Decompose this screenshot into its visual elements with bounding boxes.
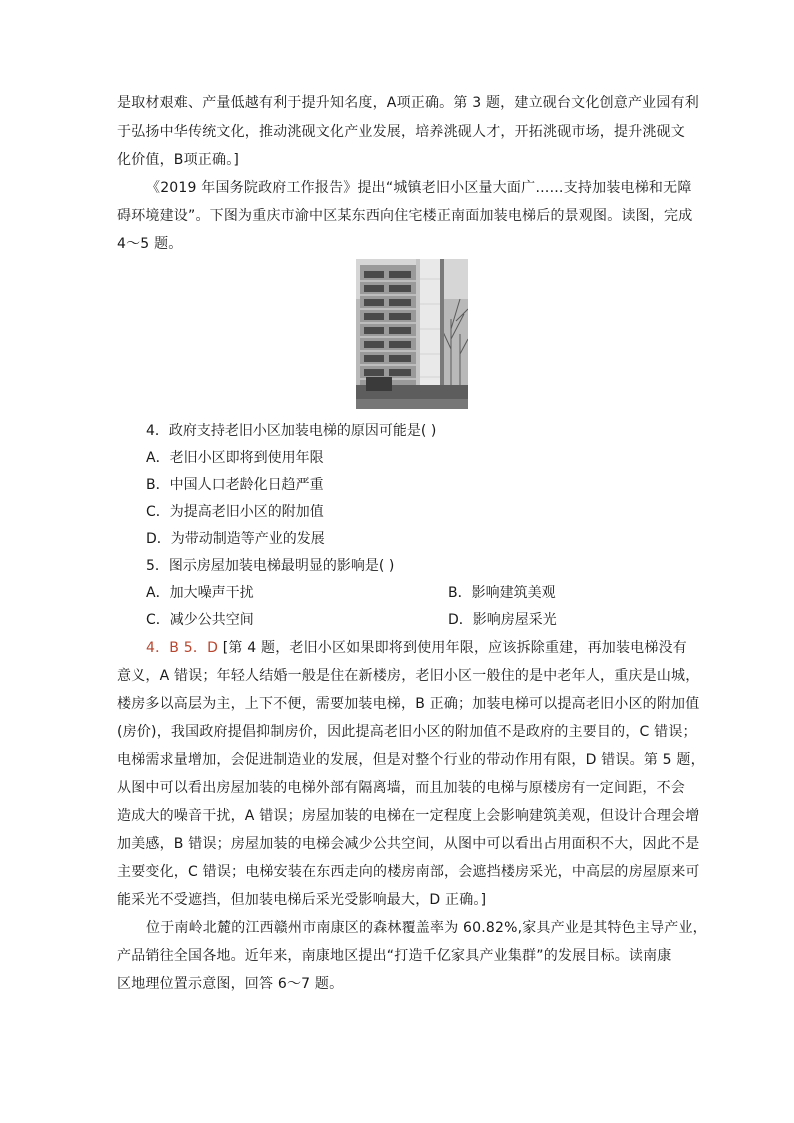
answer-line: 造成大的噪音干扰，A 错误；房屋加装的电梯在一定程度上会影响建筑美观，但设计合理会增 bbox=[117, 808, 700, 824]
question-5-option-d: D．影响房屋采光 bbox=[448, 612, 557, 628]
question-4-option-a: A．老旧小区即将到使用年限 bbox=[146, 450, 324, 466]
building-elevator-photo bbox=[356, 259, 468, 409]
answer-line: 楼房多以高层为主，上下不便，需要加装电梯，B 正确；加装电梯可以提高老旧小区的附加值 bbox=[117, 696, 700, 712]
passage-line: 区地理位置示意图，回答 6～7 题。 bbox=[117, 976, 344, 992]
question-4-option-b: B．中国人口老龄化日趋严重 bbox=[146, 477, 324, 493]
answer-line: 能采光不受遮挡，但加装电梯后采光受影响最大，D 正确。] bbox=[117, 892, 487, 908]
answer-first-line bbox=[146, 638, 686, 658]
answer-line: 意义，A 错误；年轻人结婚一般是住在新楼房，老旧小区一般住的是中老年人，重庆是山城， bbox=[117, 668, 700, 684]
passage-line: 产品销往全国各地。近年来，南康地区提出“打造千亿家具产业集群”的发展目标。读南康 bbox=[117, 948, 672, 964]
question-4-option-d: D．为带动制造等产业的发展 bbox=[146, 531, 325, 547]
question-5-option-a: A．加大噪声干扰 bbox=[146, 585, 254, 601]
question-5-option-b: B．影响建筑美观 bbox=[448, 585, 556, 601]
passage-line: 《2019 年国务院政府工作报告》提出“城镇老旧小区量大面广……支持加装电梯和无障 bbox=[146, 180, 692, 196]
answer-line: 从图中可以看出房屋加装的电梯外部有隔离墙，而且加装的电梯与原楼房有一定间距，不会 bbox=[117, 780, 685, 796]
passage-line: 碍环境建设”。下图为重庆市渝中区某东西向住宅楼正南面加装电梯后的景观图。读图，完成 bbox=[117, 208, 693, 224]
passage-line: 位于南岭北麓的江西赣州市南康区的森林覆盖率为 60.82%,家具产业是其特色主导产业， bbox=[146, 920, 707, 936]
question-5-stem: 5．图示房屋加装电梯最明显的影响是( ) bbox=[146, 558, 395, 574]
intro-line: 化价值，B项正确。] bbox=[117, 152, 240, 168]
question-5-option-c: C．减少公共空间 bbox=[146, 612, 254, 628]
answer-key: 4．B 5．D bbox=[146, 640, 219, 656]
answer-line: 加美感，B 错误；房屋加装的电梯会减少公共空间，从图中可以看出占用面积不大，因此不是 bbox=[117, 836, 700, 852]
passage-line: 4～5 题。 bbox=[117, 236, 183, 252]
answer-text: [第 4 题，老旧小区如果即将到使用年限，应该拆除重建，再加装电梯没有 bbox=[222, 640, 687, 656]
answer-line: 电梯需求量增加，会促进制造业的发展，但是对整个行业的带动作用有限，D 错误。第 5 题， bbox=[117, 752, 705, 768]
answer-line: (房价)，我国政府提倡抑制房价，因此提高老旧小区的附加值不是政府的主要目的，C 错误； bbox=[117, 724, 697, 740]
intro-line: 于弘扬中华传统文化，推动洮砚文化产业发展，培养洮砚人才，开拓洮砚市场，提升洮砚文 bbox=[117, 124, 685, 140]
question-4-option-c: C．为提高老旧小区的附加值 bbox=[146, 504, 324, 520]
question-4-stem: 4．政府支持老旧小区加装电梯的原因可能是( ) bbox=[146, 423, 437, 439]
answer-line: 主要变化，C 错误；电梯安装在东西走向的楼房南部，会遮挡楼房采光，中高层的房屋原来可 bbox=[117, 864, 700, 880]
intro-line: 是取材艰难、产量低越有利于提升知名度，A项正确。第 3 题，建立砚台文化创意产业园有利 bbox=[117, 95, 699, 111]
building-photo-drawing bbox=[356, 259, 468, 409]
